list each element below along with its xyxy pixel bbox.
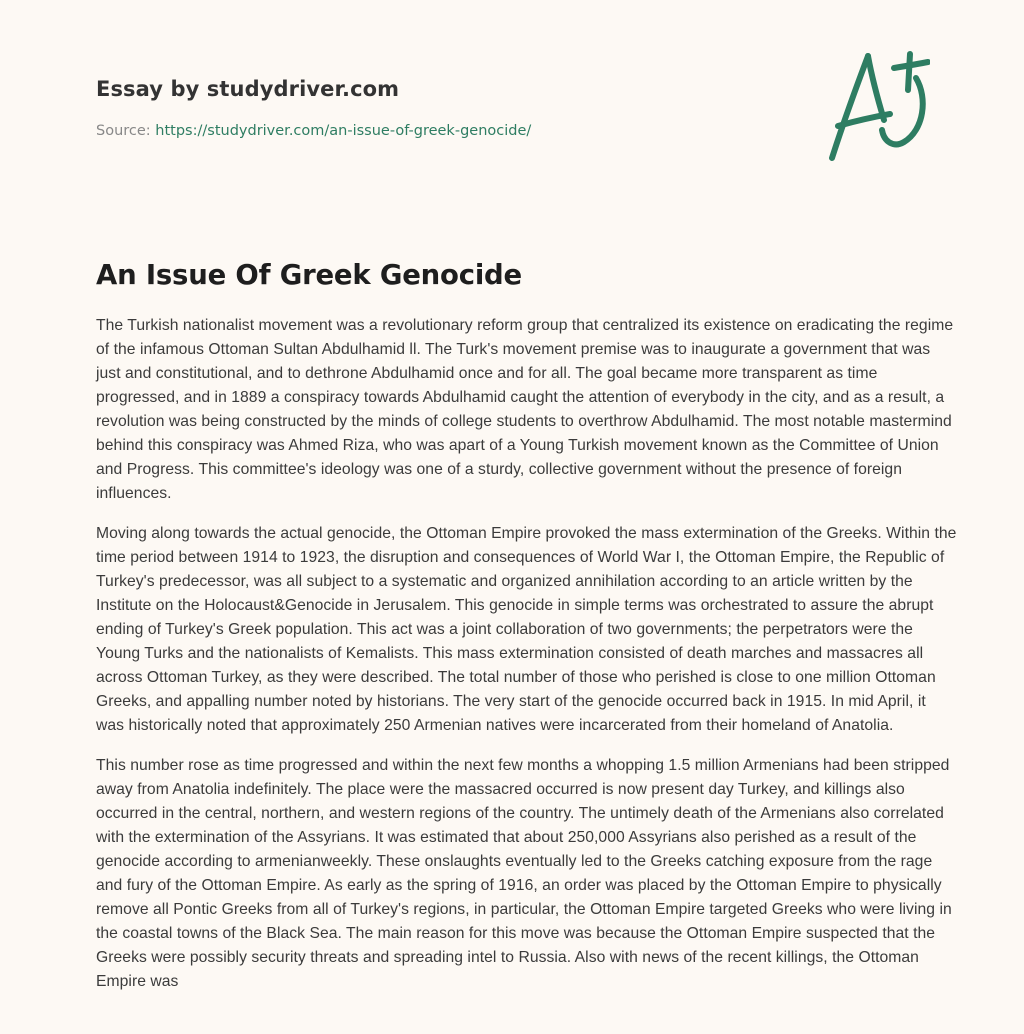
essay-paragraph: Moving along towards the actual genocide, the Ottoman Empire provoked the mass extermination of the Greeks. Within the time period between 1914 to 1923, the disruption and consequences of World War I, the Ottoman Empire, the Republic of Turkey's predecessor, was all subject to a systematic and organized annihilation according to an article written by the Institute on the Holocaust&Genocide in Jerusalem. This genocide in simple terms was orchestrated to assure the abrupt ending of Turkey's Greek population. This act was a joint collaboration of two governments; the perpetrators were the Young Turks and the nationalists of Kemalists. This mass extermination consisted of death marches and massacres all across Ottoman Turkey, as they were described. The total number of those who perished is close to one million Ottoman Greeks, and appalling number noted by historians. The very start of the genocide occurred back in 1915. In mid April, it was historically noted that approximately 250 Armenian natives were incarcerated from their homeland of Anatolia.: [96, 525, 957, 734]
source-label: Source:: [96, 123, 156, 139]
source-link[interactable]: https://studydriver.com/an-issue-of-greek-genocide/: [155, 123, 532, 139]
site-title: Essay by studydriver.com: [96, 77, 400, 101]
essay-paragraph: This number rose as time progressed and within the next few months a whopping 1.5 million Armenians had been stripped away from Anatolia indefinitely. The place were the massacred occurred is now present day Turkey, and killings also occurred in the central, northern, and western regions of the country. The untimely death of the Armenians also correlated with the extermination of the Assyrians. It was estimated that about 250,000 Assyrians also perished as a result of the genocide according to armenianweekly. These onslaughts eventually led to the Greeks catching exposure from the rage and fury of the Ottoman Empire. As early as the spring of 1916, an order was placed by the Ottoman Empire to physically remove all Pontic Greeks from all of Turkey's regions, in particular, the Ottoman Empire targeted Greeks who were living in the coastal towns of the Black Sea. The main reason for this move was because the Ottoman Empire suspected that the Greeks were possibly security threats and spreading intel to Russia. Also with news of the recent killings, the Ottoman Empire was: [96, 757, 952, 990]
essay-title: An Issue Of Greek Genocide: [96, 259, 522, 291]
source-line: [96, 121, 928, 141]
essay-body: [96, 314, 958, 1010]
a-plus-grade-icon: [820, 38, 930, 166]
page-header: [96, 74, 928, 194]
essay-paragraph: The Turkish nationalist movement was a revolutionary reform group that centralized its existence on eradicating the regime of the infamous Ottoman Sultan Abdulhamid ll. The Turk's movement premise was to inaugurate a government that was just and constitutional, and to dethrone Abdulhamid once and for all. The goal became more transparent as time progressed, and in 1889 a conspiracy towards Abdulhamid caught the attention of everybody in the city, and as a result, a revolution was being constructed by the minds of college students to overthrow Abdulhamid. The most notable mastermind behind this conspiracy was Ahmed Riza, who was apart of a Young Turkish movement known as the Committee of Union and Progress. This committee's ideology was one of a sturdy, collective government without the presence of foreign influences.: [96, 317, 954, 502]
